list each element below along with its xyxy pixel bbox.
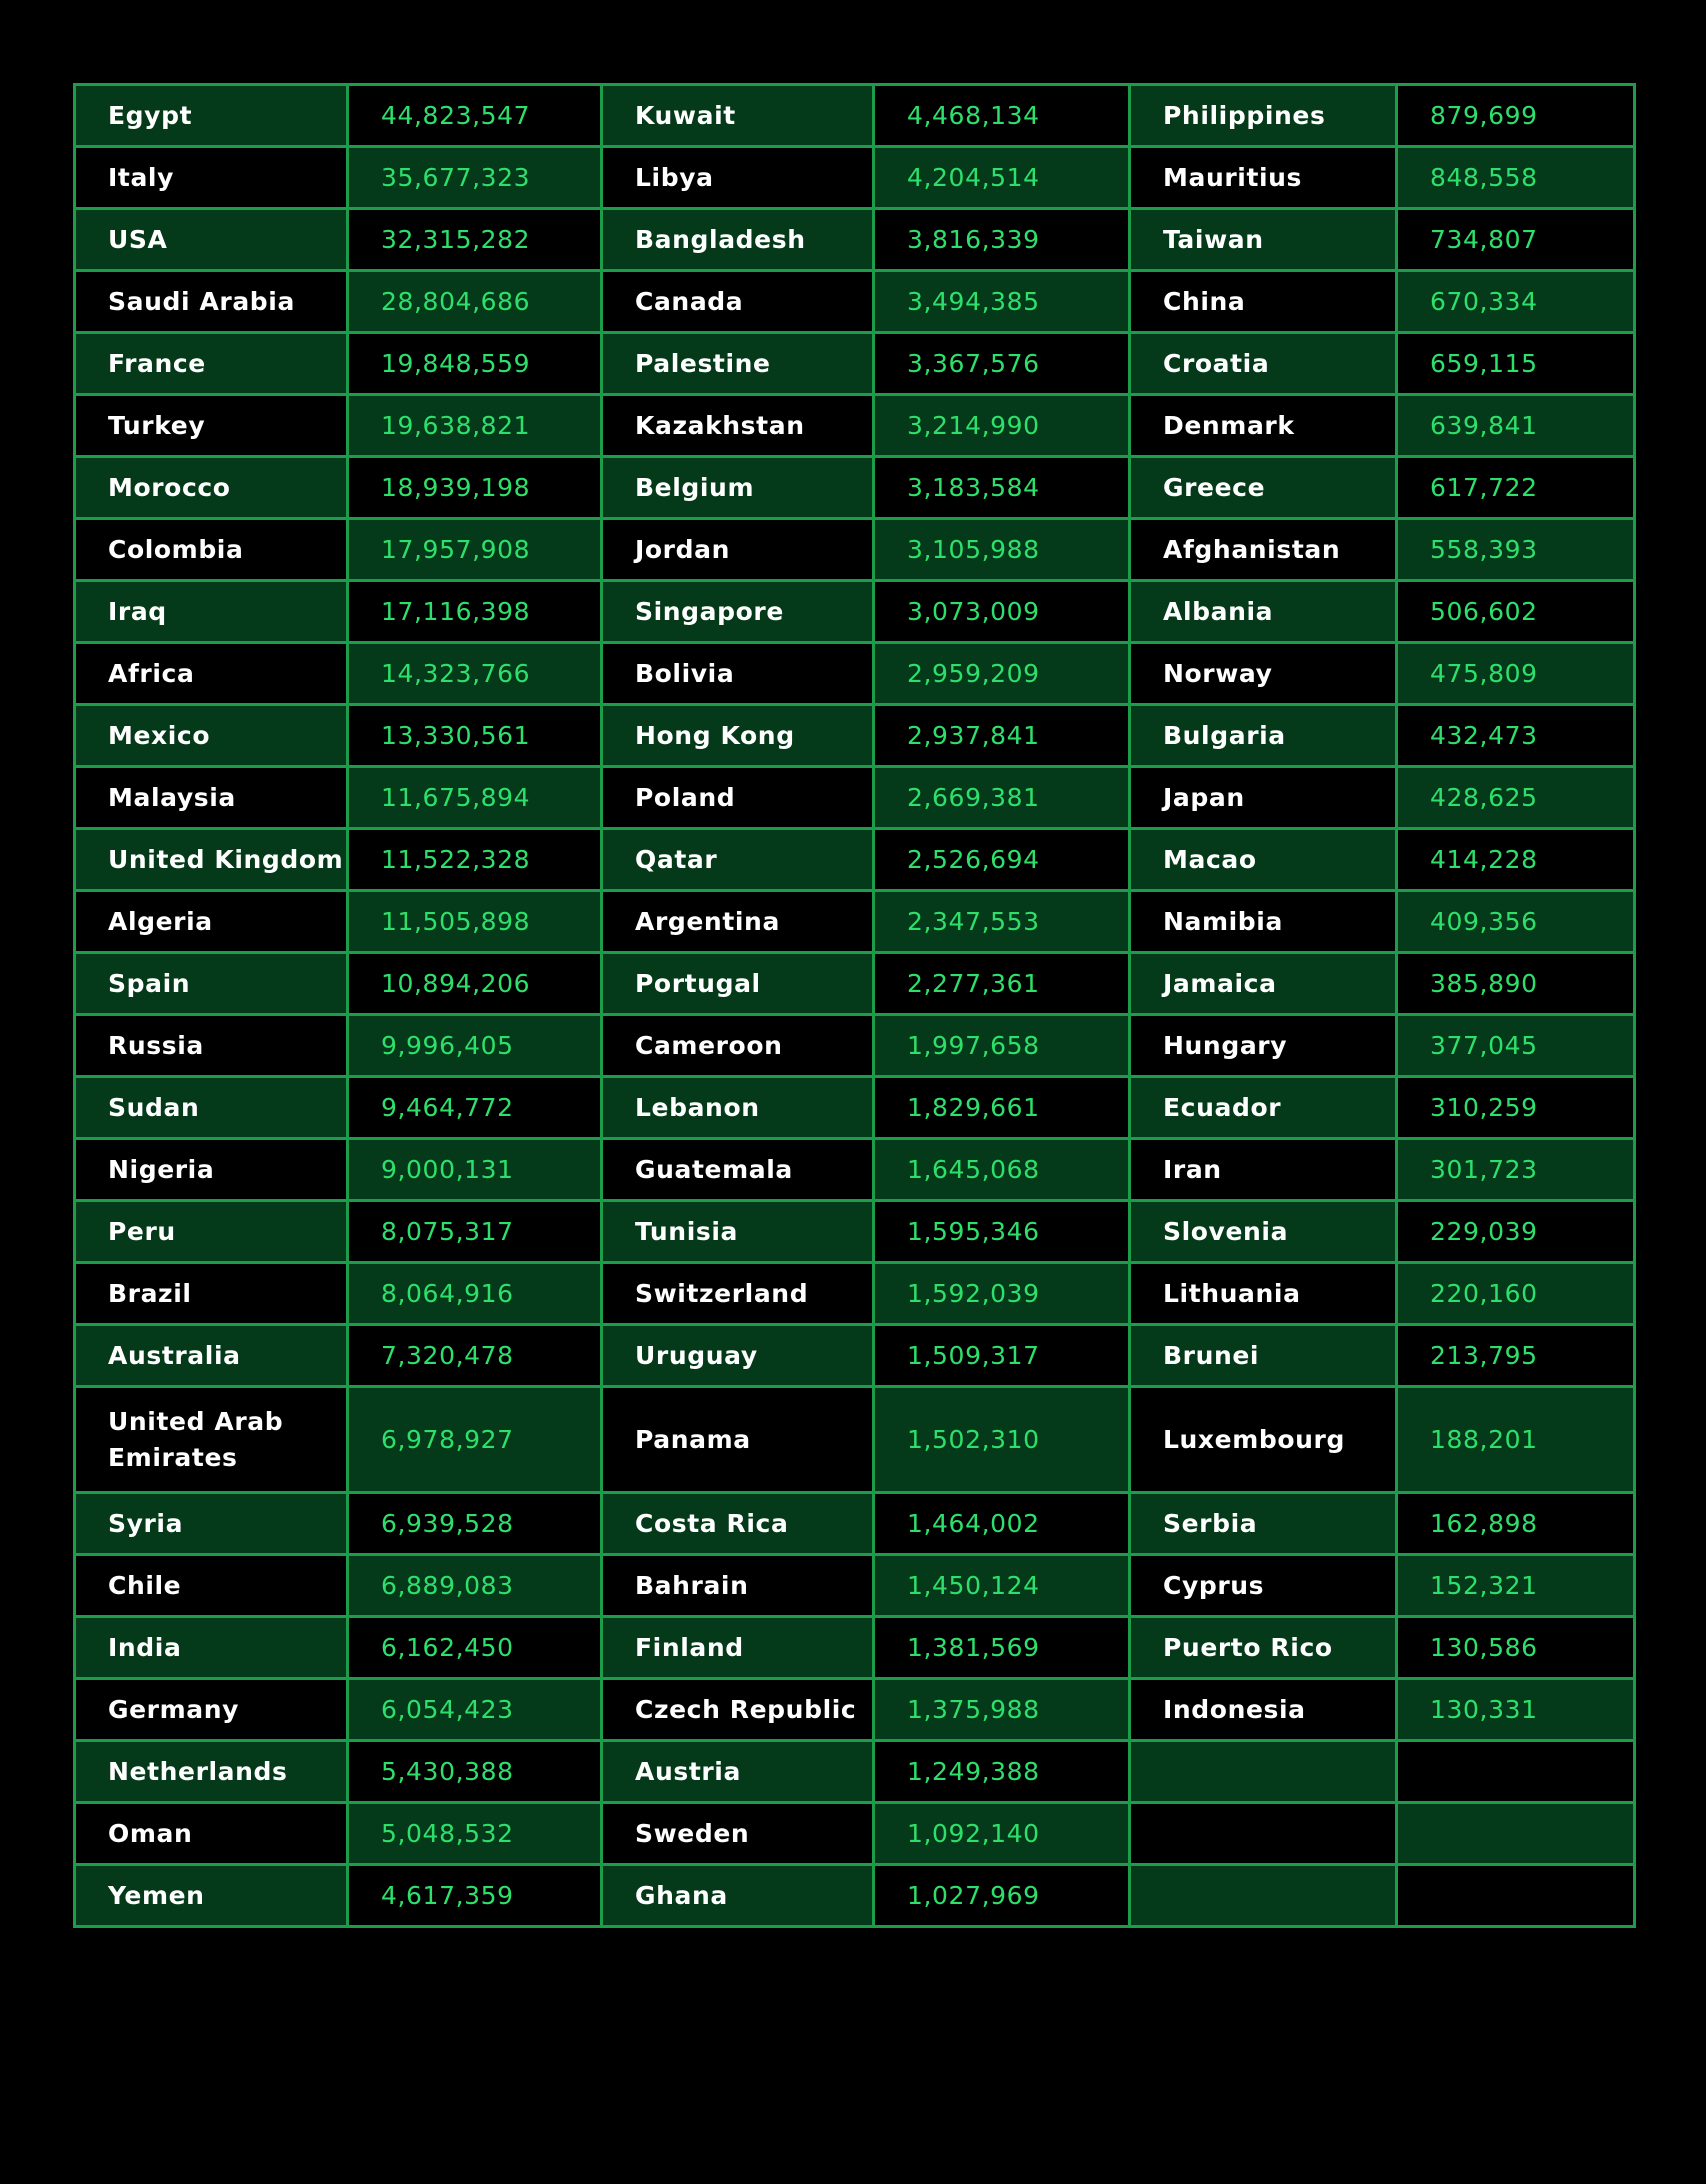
country-name-cell: Morocco (75, 457, 348, 519)
value-cell: 670,334 (1397, 271, 1635, 333)
value-cell: 14,323,766 (348, 643, 602, 705)
table-row (75, 1741, 1635, 1803)
value-cell: 2,959,209 (874, 643, 1130, 705)
table-row (75, 1201, 1635, 1263)
country-name-cell: India (75, 1617, 348, 1679)
value-cell: 17,957,908 (348, 519, 602, 581)
country-name-cell: Taiwan (1130, 209, 1397, 271)
country-name-cell: Nigeria (75, 1139, 348, 1201)
value-cell: 558,393 (1397, 519, 1635, 581)
value-cell: 213,795 (1397, 1325, 1635, 1387)
country-name-cell: Colombia (75, 519, 348, 581)
country-name-cell: Norway (1130, 643, 1397, 705)
table-row (75, 1803, 1635, 1865)
value-cell (1397, 1865, 1635, 1927)
value-cell: 7,320,478 (348, 1325, 602, 1387)
table-row (75, 1865, 1635, 1927)
table-row (75, 457, 1635, 519)
table-row (75, 953, 1635, 1015)
value-cell: 11,505,898 (348, 891, 602, 953)
value-cell: 848,558 (1397, 147, 1635, 209)
country-name-cell: Serbia (1130, 1493, 1397, 1555)
country-name-cell: Lithuania (1130, 1263, 1397, 1325)
value-cell: 1,375,988 (874, 1679, 1130, 1741)
value-cell: 1,450,124 (874, 1555, 1130, 1617)
country-name-cell: Canada (602, 271, 874, 333)
table-row (75, 209, 1635, 271)
value-cell: 301,723 (1397, 1139, 1635, 1201)
value-cell: 1,509,317 (874, 1325, 1130, 1387)
table-row (75, 1139, 1635, 1201)
table-row (75, 1555, 1635, 1617)
value-cell: 11,675,894 (348, 767, 602, 829)
country-name-cell: Austria (602, 1741, 874, 1803)
country-name-cell: Finland (602, 1617, 874, 1679)
value-cell: 18,939,198 (348, 457, 602, 519)
value-cell: 4,468,134 (874, 85, 1130, 147)
table-row (75, 891, 1635, 953)
value-cell: 1,464,002 (874, 1493, 1130, 1555)
country-name-cell: Cameroon (602, 1015, 874, 1077)
country-name-cell: Puerto Rico (1130, 1617, 1397, 1679)
country-name-cell: Russia (75, 1015, 348, 1077)
country-name-cell: Libya (602, 147, 874, 209)
table-row (75, 581, 1635, 643)
value-cell: 639,841 (1397, 395, 1635, 457)
value-cell: 6,054,423 (348, 1679, 602, 1741)
country-name-cell: Mauritius (1130, 147, 1397, 209)
country-name-cell: China (1130, 271, 1397, 333)
country-name-cell: Peru (75, 1201, 348, 1263)
value-cell: 734,807 (1397, 209, 1635, 271)
value-cell: 19,848,559 (348, 333, 602, 395)
value-cell: 5,430,388 (348, 1741, 602, 1803)
value-cell: 1,997,658 (874, 1015, 1130, 1077)
country-name-cell: Africa (75, 643, 348, 705)
table-body (75, 85, 1635, 1927)
country-name-cell: Portugal (602, 953, 874, 1015)
value-cell: 659,115 (1397, 333, 1635, 395)
country-name-cell: Yemen (75, 1865, 348, 1927)
country-name-cell: Switzerland (602, 1263, 874, 1325)
country-name-cell (1130, 1865, 1397, 1927)
value-cell: 4,204,514 (874, 147, 1130, 209)
country-name-cell: Iraq (75, 581, 348, 643)
country-name-cell: Cyprus (1130, 1555, 1397, 1617)
country-name-cell: Belgium (602, 457, 874, 519)
value-cell: 1,027,969 (874, 1865, 1130, 1927)
country-name-cell: Greece (1130, 457, 1397, 519)
country-name-cell: Costa Rica (602, 1493, 874, 1555)
country-name-cell: Algeria (75, 891, 348, 953)
country-name-cell: Chile (75, 1555, 348, 1617)
value-cell: 162,898 (1397, 1493, 1635, 1555)
value-cell: 1,595,346 (874, 1201, 1130, 1263)
table-row (75, 829, 1635, 891)
value-cell: 32,315,282 (348, 209, 602, 271)
value-cell: 409,356 (1397, 891, 1635, 953)
value-cell: 130,586 (1397, 1617, 1635, 1679)
country-name-cell: Guatemala (602, 1139, 874, 1201)
value-cell: 377,045 (1397, 1015, 1635, 1077)
value-cell: 13,330,561 (348, 705, 602, 767)
value-cell: 432,473 (1397, 705, 1635, 767)
value-cell: 1,592,039 (874, 1263, 1130, 1325)
value-cell: 35,677,323 (348, 147, 602, 209)
value-cell: 9,000,131 (348, 1139, 602, 1201)
value-cell: 130,331 (1397, 1679, 1635, 1741)
value-cell (1397, 1741, 1635, 1803)
country-name-cell: Egypt (75, 85, 348, 147)
table-row (75, 1263, 1635, 1325)
country-name-cell: Namibia (1130, 891, 1397, 953)
value-cell: 17,116,398 (348, 581, 602, 643)
country-name-cell: Philippines (1130, 85, 1397, 147)
country-name-cell: Malaysia (75, 767, 348, 829)
value-cell: 8,064,916 (348, 1263, 602, 1325)
country-name-cell: Sudan (75, 1077, 348, 1139)
value-cell: 3,183,584 (874, 457, 1130, 519)
country-name-cell: Afghanistan (1130, 519, 1397, 581)
country-name-cell: Kuwait (602, 85, 874, 147)
country-name-cell: Brazil (75, 1263, 348, 1325)
country-name-cell: Bulgaria (1130, 705, 1397, 767)
value-cell: 3,214,990 (874, 395, 1130, 457)
country-name-cell: Qatar (602, 829, 874, 891)
value-cell: 6,162,450 (348, 1617, 602, 1679)
country-name-cell: Ghana (602, 1865, 874, 1927)
country-name-cell (1130, 1803, 1397, 1865)
value-cell: 617,722 (1397, 457, 1635, 519)
table-row (75, 643, 1635, 705)
country-name-cell: Indonesia (1130, 1679, 1397, 1741)
country-name-cell: Singapore (602, 581, 874, 643)
country-name-cell: Kazakhstan (602, 395, 874, 457)
country-name-cell: Jordan (602, 519, 874, 581)
value-cell: 879,699 (1397, 85, 1635, 147)
value-cell: 475,809 (1397, 643, 1635, 705)
country-name-cell: Lebanon (602, 1077, 874, 1139)
table-row (75, 1493, 1635, 1555)
value-cell: 6,889,083 (348, 1555, 602, 1617)
value-cell: 4,617,359 (348, 1865, 602, 1927)
country-name-cell: Bolivia (602, 643, 874, 705)
value-cell: 11,522,328 (348, 829, 602, 891)
country-name-cell: Syria (75, 1493, 348, 1555)
value-cell: 6,939,528 (348, 1493, 602, 1555)
value-cell: 3,105,988 (874, 519, 1130, 581)
value-cell: 6,978,927 (348, 1387, 602, 1493)
country-name-cell: United Kingdom (75, 829, 348, 891)
value-cell: 1,502,310 (874, 1387, 1130, 1493)
value-cell: 44,823,547 (348, 85, 602, 147)
country-name-cell: Hong Kong (602, 705, 874, 767)
table-row (75, 395, 1635, 457)
value-cell: 414,228 (1397, 829, 1635, 891)
value-cell: 9,464,772 (348, 1077, 602, 1139)
country-name-cell: Czech Republic (602, 1679, 874, 1741)
table-row (75, 1617, 1635, 1679)
country-name-cell: Poland (602, 767, 874, 829)
country-name-cell: Luxembourg (1130, 1387, 1397, 1493)
value-cell: 28,804,686 (348, 271, 602, 333)
value-cell: 1,829,661 (874, 1077, 1130, 1139)
country-name-cell: Bangladesh (602, 209, 874, 271)
value-cell: 229,039 (1397, 1201, 1635, 1263)
value-cell: 2,347,553 (874, 891, 1130, 953)
table-row (75, 1015, 1635, 1077)
country-name-cell: Jamaica (1130, 953, 1397, 1015)
country-name-cell: Brunei (1130, 1325, 1397, 1387)
value-cell: 506,602 (1397, 581, 1635, 643)
country-name-cell: Slovenia (1130, 1201, 1397, 1263)
value-cell: 1,381,569 (874, 1617, 1130, 1679)
country-name-cell: Bahrain (602, 1555, 874, 1617)
country-name-cell: Spain (75, 953, 348, 1015)
value-cell: 3,073,009 (874, 581, 1130, 643)
value-cell: 1,092,140 (874, 1803, 1130, 1865)
table-row (75, 333, 1635, 395)
table-row (75, 705, 1635, 767)
country-name-cell: Netherlands (75, 1741, 348, 1803)
table-row (75, 1679, 1635, 1741)
value-cell: 2,937,841 (874, 705, 1130, 767)
country-name-cell: Iran (1130, 1139, 1397, 1201)
country-value-table (73, 83, 1636, 1928)
value-cell: 19,638,821 (348, 395, 602, 457)
table-row (75, 1077, 1635, 1139)
country-name-cell: United Arab Emirates (75, 1387, 348, 1493)
value-cell: 3,367,576 (874, 333, 1130, 395)
value-cell: 3,816,339 (874, 209, 1130, 271)
table-row (75, 519, 1635, 581)
country-name-cell: Croatia (1130, 333, 1397, 395)
country-name-cell: Argentina (602, 891, 874, 953)
value-cell: 385,890 (1397, 953, 1635, 1015)
country-name-cell: Italy (75, 147, 348, 209)
country-name-cell: Turkey (75, 395, 348, 457)
table-row (75, 85, 1635, 147)
value-cell: 9,996,405 (348, 1015, 602, 1077)
value-cell: 152,321 (1397, 1555, 1635, 1617)
table-row (75, 767, 1635, 829)
value-cell: 220,160 (1397, 1263, 1635, 1325)
value-cell: 2,526,694 (874, 829, 1130, 891)
country-name-cell: Australia (75, 1325, 348, 1387)
country-name-cell: Tunisia (602, 1201, 874, 1263)
table-row (75, 147, 1635, 209)
value-cell: 310,259 (1397, 1077, 1635, 1139)
country-name-cell: Denmark (1130, 395, 1397, 457)
country-name-cell: Palestine (602, 333, 874, 395)
value-cell: 5,048,532 (348, 1803, 602, 1865)
country-name-cell: Ecuador (1130, 1077, 1397, 1139)
country-name-cell: France (75, 333, 348, 395)
value-cell: 10,894,206 (348, 953, 602, 1015)
value-cell: 8,075,317 (348, 1201, 602, 1263)
country-name-cell: Sweden (602, 1803, 874, 1865)
value-cell: 1,645,068 (874, 1139, 1130, 1201)
country-name-cell: Uruguay (602, 1325, 874, 1387)
country-name-cell: Japan (1130, 767, 1397, 829)
country-name-cell: Albania (1130, 581, 1397, 643)
table-row (75, 271, 1635, 333)
country-name-cell: Oman (75, 1803, 348, 1865)
value-cell: 3,494,385 (874, 271, 1130, 333)
value-cell: 1,249,388 (874, 1741, 1130, 1803)
table-row (75, 1387, 1635, 1493)
value-cell: 2,277,361 (874, 953, 1130, 1015)
value-cell: 188,201 (1397, 1387, 1635, 1493)
country-name-cell: Panama (602, 1387, 874, 1493)
country-name-cell: Saudi Arabia (75, 271, 348, 333)
country-name-cell: Mexico (75, 705, 348, 767)
country-name-cell: Hungary (1130, 1015, 1397, 1077)
value-cell: 2,669,381 (874, 767, 1130, 829)
country-name-cell (1130, 1741, 1397, 1803)
country-name-cell: Germany (75, 1679, 348, 1741)
country-name-cell: USA (75, 209, 348, 271)
value-cell (1397, 1803, 1635, 1865)
country-name-cell: Macao (1130, 829, 1397, 891)
value-cell: 428,625 (1397, 767, 1635, 829)
table-row (75, 1325, 1635, 1387)
